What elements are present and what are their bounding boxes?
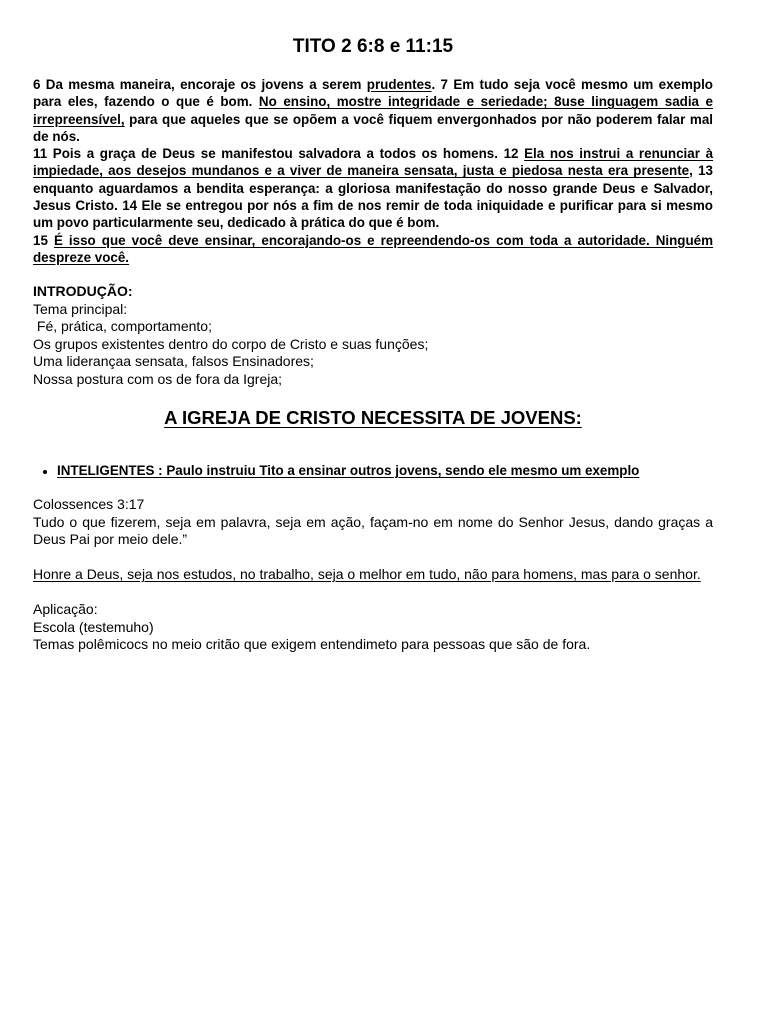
scripture-paragraph-3 xyxy=(33,232,713,267)
scripture-text: para que aqueles que se opõem a você fiquem envergonhados por não poderem falar mal de nós. xyxy=(33,111,713,144)
introduction-section xyxy=(33,283,713,388)
application-line: Temas polêmicocs no meio critão que exigem entendimeto para pessoas que são de fora. xyxy=(33,636,591,653)
scripture-paragraph-2 xyxy=(33,145,713,231)
scripture-text: 15 xyxy=(33,232,54,248)
verse-block xyxy=(33,496,713,654)
scripture-underlined: É isso que você deve ensinar, encorajando-os e repreendendo-os com toda a autoridade. Ninguém despreze você. xyxy=(33,232,713,265)
document-title: TITO 2 6:8 e 11:15 xyxy=(292,36,454,57)
scripture-underlined: prudentes xyxy=(366,77,432,92)
scripture-text: 11 Pois a graça de Deus se manifestou salvadora a todos os homens. 12 xyxy=(33,146,525,162)
scripture-text: . 7 Em tudo seja você mesmo um exemplo para eles, fazendo o que é bom. xyxy=(33,77,713,110)
application-line: Escola (testemuho) xyxy=(33,618,154,635)
introduction-heading: INTRODUÇÃO: xyxy=(33,283,133,300)
exhortation-text: Honre a Deus, seja nos estudos, no trabalho, seja o melhor em tudo, não para homens, mas para o senhor. xyxy=(33,566,701,583)
introduction-line: Tema principal: xyxy=(33,300,128,317)
scripture-passage xyxy=(33,76,713,266)
verse-text: Tudo o que fizerem, seja em palavra, seja em ação, façam-no em nome do Senhor Jesus, dando graças a Deus Pai por meio dele.” xyxy=(33,513,713,548)
spacer xyxy=(33,549,713,567)
scripture-paragraph-1 xyxy=(33,76,713,145)
introduction-line: Os grupos existentes dentro do corpo de Cristo e suas funções; xyxy=(33,335,429,352)
introduction-line: Nossa postura com os de fora da Igreja; xyxy=(33,370,283,387)
spacer xyxy=(33,584,713,602)
introduction-line: Fé, prática, comportamento; xyxy=(33,318,212,335)
scripture-text: , 13 enquanto aguardamos a bendita esperança: a gloriosa manifestação do nosso grande Deus e Salvador, Jesus Cristo. 14 Ele se entregou por nós a fim de nos remir de toda iniquidade e purificar para si mesmo um povo particularmente seu, dedicado à prática do que é bom. xyxy=(33,163,713,231)
scripture-underlined: Ela nos instrui a renunciar à impiedade, aos desejos mundanos e a viver de maneira sensata, justa e piedosa nesta era presente xyxy=(33,146,714,179)
section-title: A IGREJA DE CRISTO NECESSITA DE JOVENS: xyxy=(164,407,582,429)
bullet-list xyxy=(33,462,713,480)
scripture-text: 6 Da mesma maneira, encoraje os jovens a serem xyxy=(33,77,367,92)
application-heading: Aplicação: xyxy=(33,601,98,618)
document-content xyxy=(33,34,713,654)
verse-reference: Colossences 3:17 xyxy=(33,496,145,513)
bullet-item: • INTELIGENTES : Paulo instruiu Tito a ensinar outros jovens, sendo ele mesmo um exemplo xyxy=(57,462,713,480)
scripture-underlined: No ensino, mostre integridade e seriedade; 8use linguagem sadia e irrepreensível, xyxy=(33,94,713,127)
introduction-line: Uma liderançaa sensata, falsos Ensinadores; xyxy=(33,353,314,370)
